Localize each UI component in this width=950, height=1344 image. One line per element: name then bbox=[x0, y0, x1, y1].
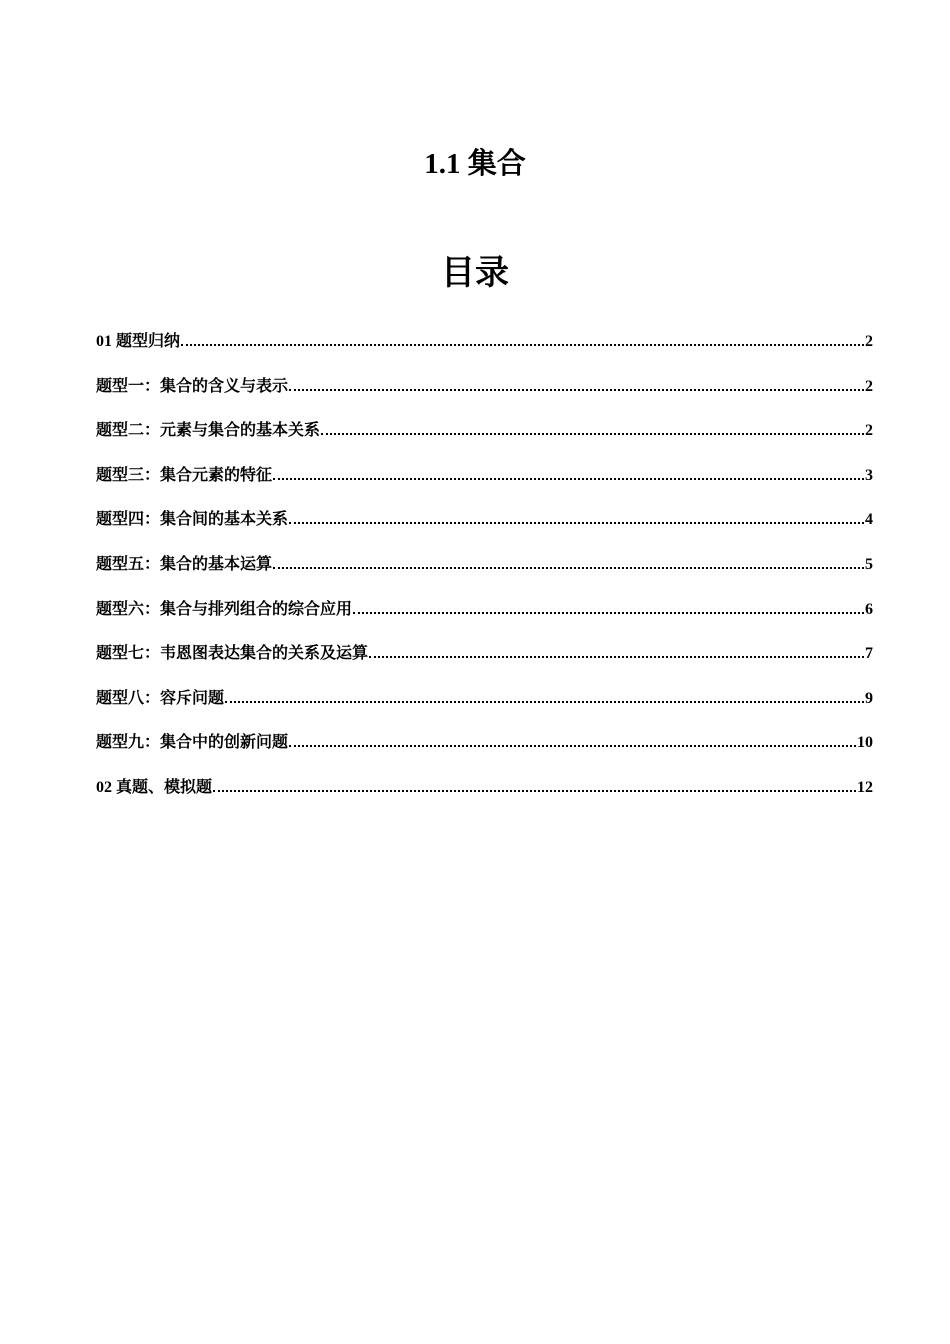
toc-entry-page: 2 bbox=[865, 422, 873, 440]
toc-entry-page: 5 bbox=[865, 555, 873, 573]
toc-dot-leader bbox=[225, 701, 864, 703]
toc-entry-type-5[interactable] bbox=[96, 553, 873, 577]
toc-entry-type-7[interactable] bbox=[96, 642, 873, 666]
toc-entry-type-6[interactable] bbox=[96, 598, 873, 622]
toc-dot-leader bbox=[353, 612, 864, 614]
toc-entry-label: 题型八：容斥问题 bbox=[96, 689, 225, 707]
toc-dot-leader bbox=[321, 433, 864, 435]
toc-dot-leader bbox=[289, 745, 856, 747]
toc-entry-type-9[interactable] bbox=[96, 731, 873, 755]
toc-entry-section-01[interactable] bbox=[96, 330, 873, 354]
toc-entry-label: 题型五：集合的基本运算 bbox=[96, 555, 273, 573]
toc-entry-page: 7 bbox=[865, 645, 873, 663]
toc-dot-leader bbox=[289, 522, 864, 524]
toc-dot-leader bbox=[273, 567, 864, 569]
toc-entry-page: 12 bbox=[857, 778, 873, 796]
toc-entry-page: 2 bbox=[865, 377, 873, 395]
toc-entry-page: 9 bbox=[865, 689, 873, 707]
toc-heading: 目录 bbox=[441, 253, 509, 293]
toc-entry-label: 题型二：元素与集合的基本关系 bbox=[96, 422, 321, 440]
toc-entry-label: 01 题型归纳 bbox=[96, 333, 181, 350]
toc-entry-page: 10 bbox=[857, 734, 873, 752]
toc-dot-leader bbox=[369, 656, 864, 658]
toc-entry-section-02[interactable] bbox=[96, 776, 873, 800]
document-title: 1.1 集合 bbox=[424, 148, 526, 180]
toc-entry-label: 题型一：集合的含义与表示 bbox=[96, 377, 289, 395]
toc-entry-label: 题型七：韦恩图表达集合的关系及运算 bbox=[96, 645, 369, 663]
toc-entry-label: 题型六：集合与排列组合的综合应用 bbox=[96, 600, 353, 618]
toc-entry-type-3[interactable] bbox=[96, 464, 873, 488]
toc-entry-type-2[interactable] bbox=[96, 419, 873, 443]
toc-entry-type-8[interactable] bbox=[96, 687, 873, 711]
toc-entry-label: 题型四：集合间的基本关系 bbox=[96, 511, 289, 529]
toc-entry-label: 题型三：集合元素的特征 bbox=[96, 466, 273, 484]
toc-entry-page: 6 bbox=[865, 600, 873, 618]
toc-dot-leader bbox=[289, 389, 864, 391]
toc-entry-label: 题型九：集合中的创新问题 bbox=[96, 734, 289, 752]
toc-entry-page: 2 bbox=[865, 333, 873, 350]
toc-entry-type-4[interactable] bbox=[96, 508, 873, 532]
toc-entry-type-1[interactable] bbox=[96, 375, 873, 399]
toc-entry-page: 3 bbox=[865, 466, 873, 484]
table-of-contents bbox=[96, 330, 873, 821]
toc-entry-page: 4 bbox=[865, 511, 873, 529]
toc-dot-leader bbox=[213, 790, 856, 792]
toc-dot-leader bbox=[181, 344, 864, 346]
toc-entry-label: 02 真题、模拟题 bbox=[96, 778, 213, 796]
toc-dot-leader bbox=[273, 478, 864, 480]
